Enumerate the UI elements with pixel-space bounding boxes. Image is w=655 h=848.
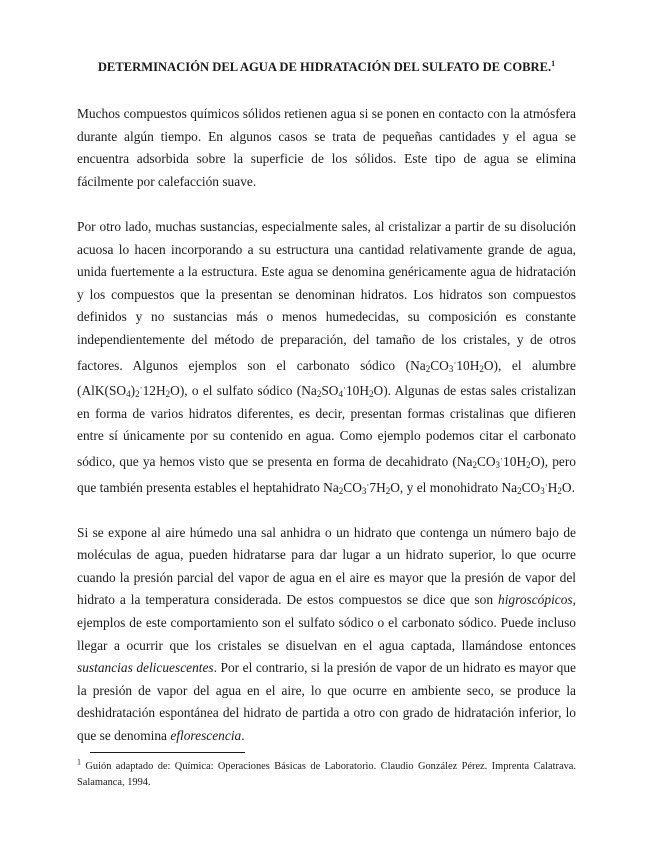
formula-heptahidrato: $Na_2CO_3^\cdot 7H_2O$, xyxy=(323,479,404,496)
formula-decahidrato: $Na_2CO_3^\cdot 10H_2O$ xyxy=(456,453,541,470)
term-eflorescencia: eflorescencia xyxy=(170,728,242,744)
page-title: DETERMINACIÓN DEL AGUA DE HIDRATACIÓN DEL SULFATO DE COBRE.$^1$ xyxy=(97,58,556,74)
term-delicuescentes: sustancias delicuescentes xyxy=(77,660,214,676)
title-footnote-mark: 1 xyxy=(551,58,556,68)
formula-na2co3-10h2o: $Na_2CO_3^\cdot 10H_2O$ xyxy=(410,357,494,374)
formula-monohidrato: $Na_2CO_3^\cdot H_2O$ xyxy=(501,479,572,496)
footnote: $^1$ Guión adaptado de: Química: Operaciones Básicas de Laboratorio. Claudio González Pérez. Imprenta Calatrava. Salamanca, 1994. xyxy=(77,757,576,788)
formula-alumbre: $AlK(SO_4)_2^\cdot 12H_2O$ xyxy=(81,383,180,400)
paragraph-2: Por otro lado, muchas sustancias, especialmente sales, al cristalizar a partir de su disolución acuosa lo hacen incorporando a su estructura una cantidad relativamente grande de agua, unida fuertemente a la estructura. Este agua se denomina genéricamente agua de hidratación y los compuestos que la presentan se denominan hidratos. Los hidratos son compuestos definidos y no sustancias más o menos humedecidas, su composición es constante independientemente del método de preparación, del tamaño de los cristales, y de otros factores. Algunos ejemplos son el carbonato sódico $(Na_2CO_3^\cdot 10H_2O)$, el alumbre $(AlK(SO_4)_2^\cdot 12H_2O)$, o el sulfato sódico $(Na_2SO_4^\cdot 10H_2O)$. Algunas de estas sales cristalizan en forma de varios hidratos diferentes, es decir, presentan formas cristalinas que difieren entre sí únicamente por su contenido en agua. Como ejemplo podemos citar el carbonato sódico, que ya hemos visto que se presenta en forma de decahidrato $(Na_2CO_3^\cdot 10H_2O)$, pero que también presenta estables el heptahidrato $Na_2CO_3^\cdot 7H_2O$, y el monohidrato $Na_2CO_3^\cdot H_2O$. xyxy=(77,218,576,496)
footnote-mark: 1 xyxy=(77,757,81,767)
paragraph-3: Si se expone al aire húmedo una sal anhidra o un hidrato que contenga un número bajo de moléculas de agua, pueden hidratarse para dar lugar a un hidrato superior, lo que ocurre cuando la presión parcial del vapor de agua en el aire es mayor que la presión de vapor del hidrato a la temperatura considerada. De estos compuestos se dice que son higroscópicos, ejemplos de este comportamiento son el sulfato sódico o el carbonato sódico. Puede incluso llegar a ocurrir que los cristales se disuelvan en el agua captada, llamándose entonces sustancias delicuescentes. Por el contrario, si la presión de vapor de un hidrato es mayor que la presión de vapor del agua en el aire, lo que ocurre en ambiente seco, se produce la deshidratación espontánea del hidrato de partida a otro con grado de hidratación inferior, lo que se denomina eflorescencia. xyxy=(77,524,576,744)
footnote-divider xyxy=(90,752,245,753)
paragraph-1: Muchos compuestos químicos sólidos retienen agua si se ponen en contacto con la atmósfera durante algún tiempo. En algunos casos se trata de pequeñas cantidades y el agua se encuentra adsorbida sobre la superficie de los sólidos. Este tipo de agua se elimina fácilmente por calefacción suave. xyxy=(77,106,576,189)
term-higroscopicos: higroscópicos xyxy=(498,592,573,608)
formula-na2so4-10h2o: $Na_2SO_4^\cdot 10H_2O$ xyxy=(301,383,384,400)
